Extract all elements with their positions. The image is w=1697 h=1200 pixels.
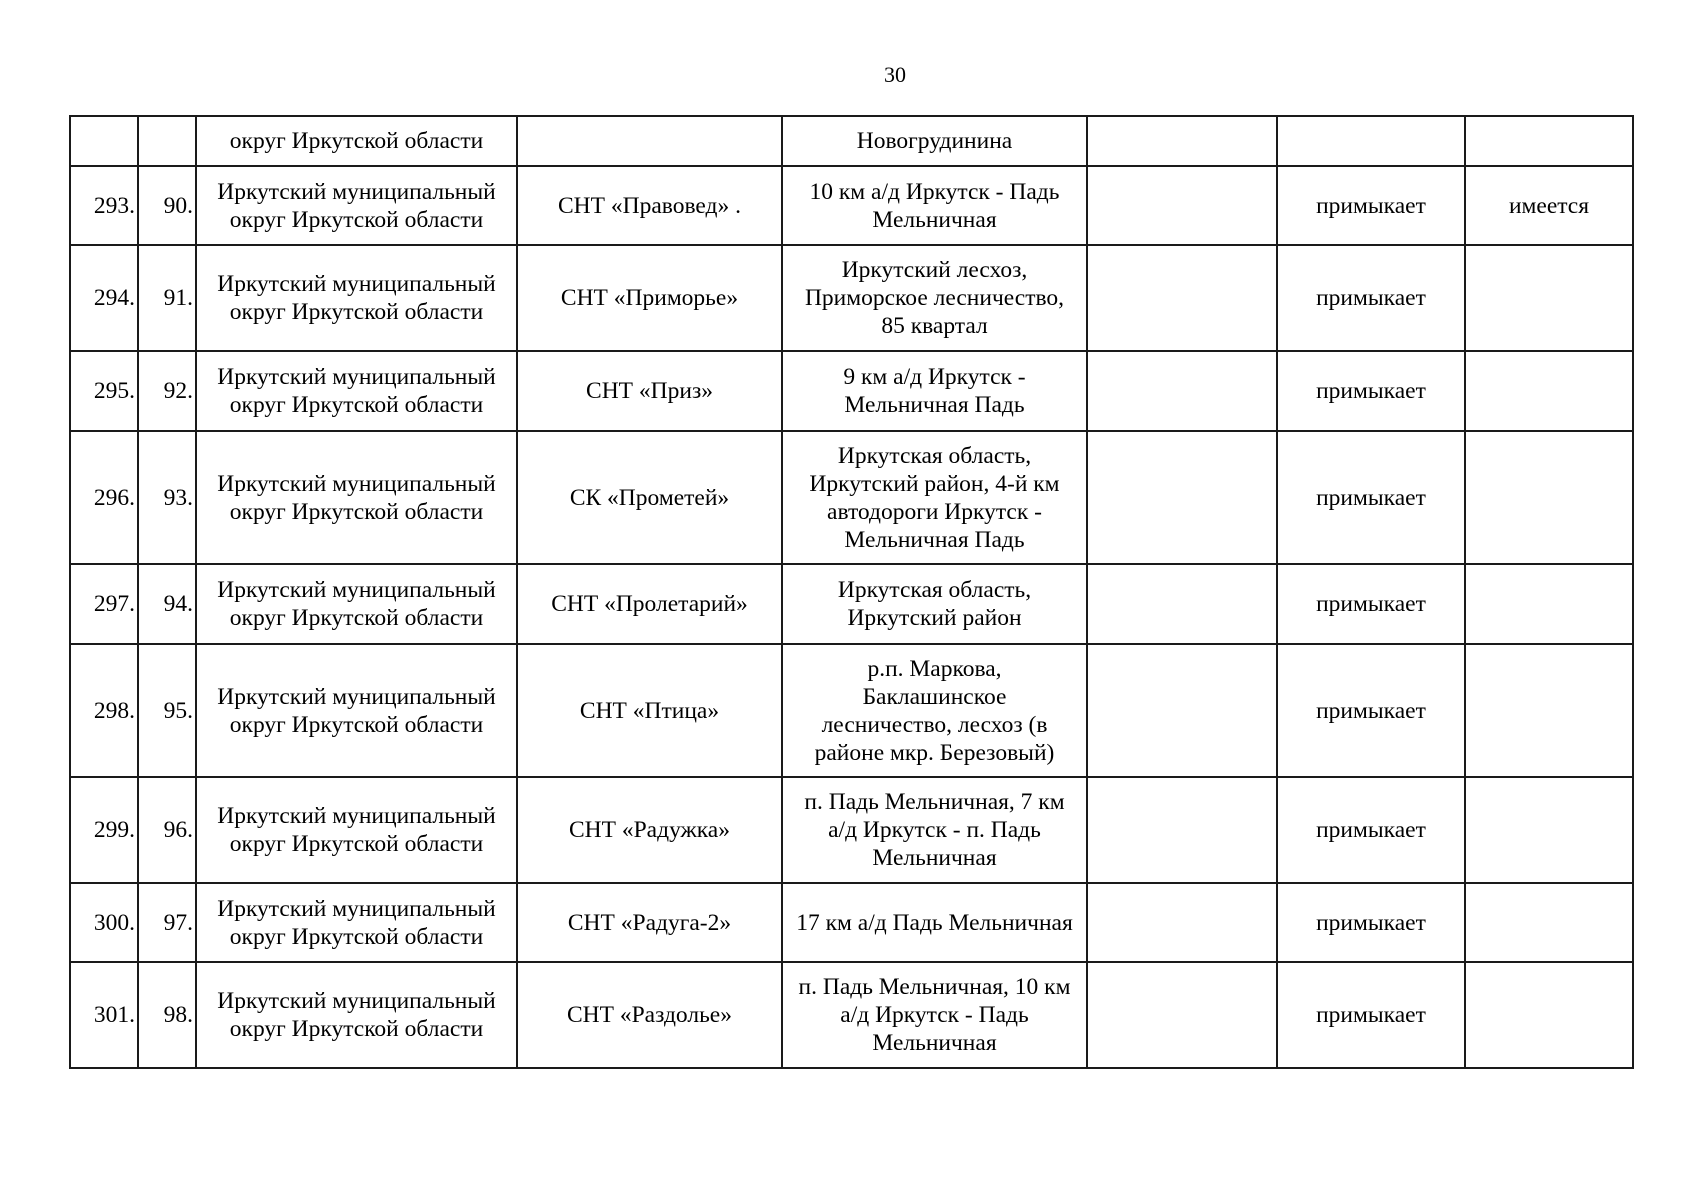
table-body <box>70 116 1633 1068</box>
cell-no: 294. <box>70 245 138 351</box>
cell-name: СНТ «Раздолье» <box>517 962 782 1068</box>
cell-municipality: Иркутский муниципальный округ Иркутской области <box>196 564 517 644</box>
table-row <box>70 166 1633 245</box>
cell-sub-no: 90. <box>138 166 196 245</box>
cell-name: СНТ «Радуга-2» <box>517 883 782 962</box>
cell-col6 <box>1087 962 1277 1068</box>
cell-name: СНТ «Приморье» <box>517 245 782 351</box>
cell-availability <box>1465 351 1633 431</box>
cell-sub-no: 95. <box>138 644 196 777</box>
cell-location: п. Падь Мельничная, 10 км а/д Иркутск - Падь Мельничная <box>782 962 1087 1068</box>
cell-location: Иркутская область, Иркутский район, 4-й км автодороги Иркутск - Мельничная Падь <box>782 431 1087 564</box>
cell-location: Иркутский лесхоз, Приморское лесничество, 85 квартал <box>782 245 1087 351</box>
cell-availability <box>1465 777 1633 883</box>
registry-table <box>69 115 1634 1069</box>
cell-adjacency: примыкает <box>1277 564 1465 644</box>
cell-no: 298. <box>70 644 138 777</box>
cell-availability: имеется <box>1465 166 1633 245</box>
cell-location: 9 км а/д Иркутск - Мельничная Падь <box>782 351 1087 431</box>
cell-location: Новогрудинина <box>782 116 1087 166</box>
cell-municipality: Иркутский муниципальный округ Иркутской области <box>196 166 517 245</box>
cell-adjacency: примыкает <box>1277 431 1465 564</box>
cell-availability <box>1465 564 1633 644</box>
cell-col6 <box>1087 644 1277 777</box>
cell-adjacency: примыкает <box>1277 777 1465 883</box>
cell-municipality: Иркутский муниципальный округ Иркутской области <box>196 351 517 431</box>
cell-no: 295. <box>70 351 138 431</box>
cell-no: 300. <box>70 883 138 962</box>
cell-sub-no: 92. <box>138 351 196 431</box>
cell-availability <box>1465 644 1633 777</box>
cell-col6 <box>1087 245 1277 351</box>
cell-no: 297. <box>70 564 138 644</box>
cell-municipality: Иркутский муниципальный округ Иркутской области <box>196 962 517 1068</box>
cell-municipality: Иркутский муниципальный округ Иркутской области <box>196 431 517 564</box>
cell-location: п. Падь Мельничная, 7 км а/д Иркутск - п. Падь Мельничная <box>782 777 1087 883</box>
cell-col6 <box>1087 431 1277 564</box>
cell-col6 <box>1087 116 1277 166</box>
cell-col6 <box>1087 777 1277 883</box>
cell-municipality: Иркутский муниципальный округ Иркутской области <box>196 644 517 777</box>
cell-no: 293. <box>70 166 138 245</box>
cell-adjacency: примыкает <box>1277 166 1465 245</box>
cell-location: 10 км а/д Иркутск - Падь Мельничная <box>782 166 1087 245</box>
table-row <box>70 245 1633 351</box>
cell-adjacency: примыкает <box>1277 883 1465 962</box>
cell-no <box>70 116 138 166</box>
page-number: 30 <box>884 62 906 87</box>
table-row <box>70 644 1633 777</box>
cell-sub-no <box>138 116 196 166</box>
cell-col6 <box>1087 351 1277 431</box>
cell-municipality: округ Иркутской области <box>196 116 517 166</box>
table-row <box>70 883 1633 962</box>
cell-name: СНТ «Пролетарий» <box>517 564 782 644</box>
table-row <box>70 351 1633 431</box>
cell-no: 296. <box>70 431 138 564</box>
cell-availability <box>1465 431 1633 564</box>
cell-name: СНТ «Приз» <box>517 351 782 431</box>
table-row-continuation <box>70 116 1633 166</box>
cell-adjacency: примыкает <box>1277 644 1465 777</box>
cell-sub-no: 93. <box>138 431 196 564</box>
cell-adjacency: примыкает <box>1277 962 1465 1068</box>
cell-sub-no: 96. <box>138 777 196 883</box>
cell-name <box>517 116 782 166</box>
cell-sub-no: 98. <box>138 962 196 1068</box>
table-row <box>70 431 1633 564</box>
cell-location: р.п. Маркова, Баклашинское лесничество, лесхоз (в районе мкр. Березовый) <box>782 644 1087 777</box>
table-row <box>70 962 1633 1068</box>
cell-col6 <box>1087 166 1277 245</box>
cell-sub-no: 91. <box>138 245 196 351</box>
cell-name: СНТ «Птица» <box>517 644 782 777</box>
cell-no: 301. <box>70 962 138 1068</box>
cell-municipality: Иркутский муниципальный округ Иркутской области <box>196 245 517 351</box>
cell-location: Иркутская область, Иркутский район <box>782 564 1087 644</box>
cell-availability <box>1465 962 1633 1068</box>
cell-col6 <box>1087 883 1277 962</box>
cell-name: СК «Прометей» <box>517 431 782 564</box>
cell-availability <box>1465 245 1633 351</box>
table-row <box>70 564 1633 644</box>
cell-col6 <box>1087 564 1277 644</box>
cell-availability <box>1465 116 1633 166</box>
cell-no: 299. <box>70 777 138 883</box>
cell-availability <box>1465 883 1633 962</box>
cell-adjacency: примыкает <box>1277 245 1465 351</box>
cell-adjacency: примыкает <box>1277 351 1465 431</box>
cell-sub-no: 94. <box>138 564 196 644</box>
cell-sub-no: 97. <box>138 883 196 962</box>
cell-location: 17 км а/д Падь Мельничная <box>782 883 1087 962</box>
cell-adjacency <box>1277 116 1465 166</box>
cell-name: СНТ «Правовед» . <box>517 166 782 245</box>
cell-municipality: Иркутский муниципальный округ Иркутской области <box>196 883 517 962</box>
table-row <box>70 777 1633 883</box>
cell-municipality: Иркутский муниципальный округ Иркутской области <box>196 777 517 883</box>
cell-name: СНТ «Радужка» <box>517 777 782 883</box>
